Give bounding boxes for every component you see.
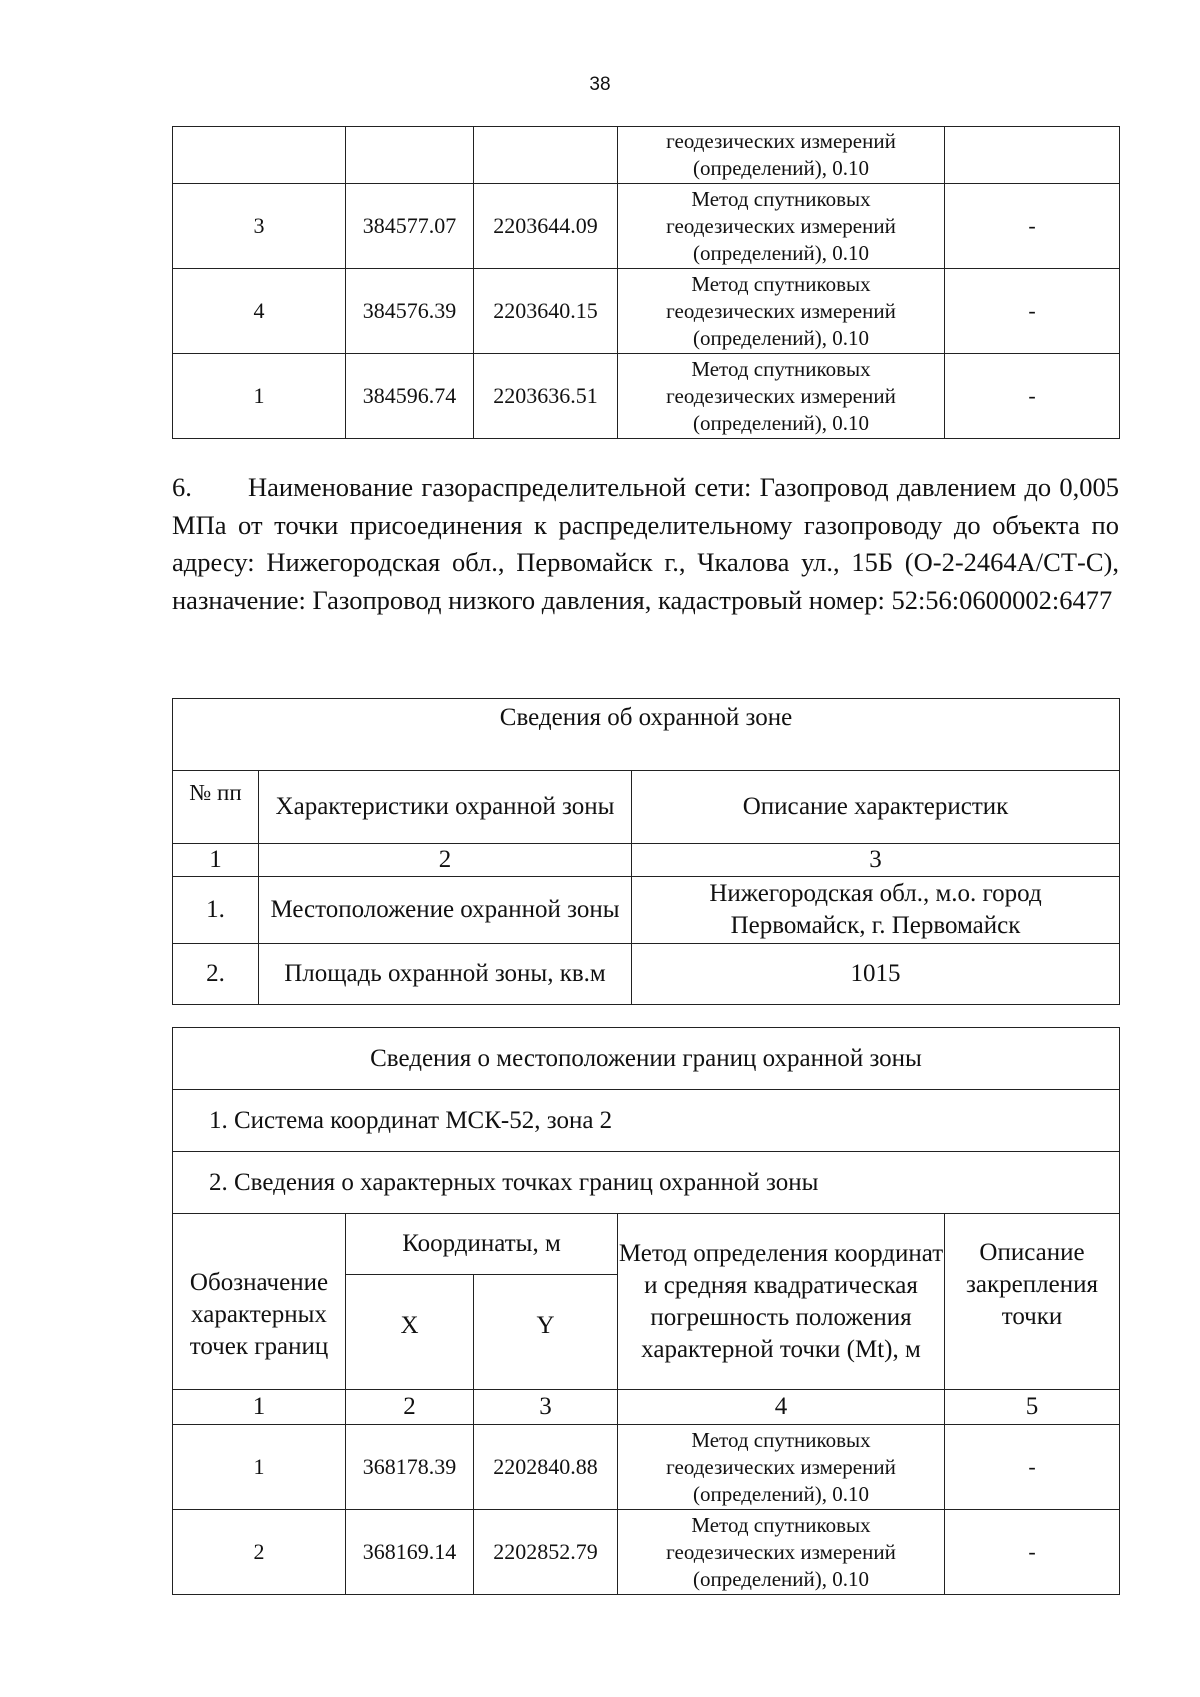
zone-info-table xyxy=(172,698,1120,1005)
table-row xyxy=(173,184,1120,269)
fixing-description: - xyxy=(945,1510,1120,1595)
coord-y: 2203636.51 xyxy=(474,354,618,439)
header-method: Метод определения координат и средняя квадратическая погрешность положения характерной точки (Mt), м xyxy=(618,1214,945,1390)
col-number: 3 xyxy=(474,1390,618,1425)
section-text: Наименование газораспределительной сети: Газопровод давлением до 0,005 МПа от точки присоединения к распределительному газопроводу до объекта по адресу: Нижегородская обл., Первомайск г., Чкалова ул., 15Б (О-2-2464А/СТ-С), назначение: Газопровод низкого давления, кадастровый номер: 52:56:0600002:6477 xyxy=(172,472,1119,615)
header-fixing: Описание закрепления точки xyxy=(945,1214,1120,1390)
table-row xyxy=(173,269,1120,354)
table-row xyxy=(173,944,1120,1005)
row-number: 1. xyxy=(173,877,259,944)
coordinates-table-continued xyxy=(172,126,1120,439)
col-number: 2 xyxy=(346,1390,474,1425)
table-row xyxy=(173,127,1120,184)
header-description: Описание характеристик xyxy=(632,771,1120,844)
coord-x: 384596.74 xyxy=(346,354,474,439)
col-number: 5 xyxy=(945,1390,1120,1425)
table-row xyxy=(173,1090,1120,1152)
row-description: Нижегородская обл., м.о. город Первомайск, г. Первомайск xyxy=(632,877,1120,944)
fixing-description: - xyxy=(945,354,1120,439)
method-cell: Метод спутниковых геодезических измерений (определений), 0.10 xyxy=(618,354,945,439)
col-number: 1 xyxy=(173,1390,346,1425)
fixing-description: - xyxy=(945,184,1120,269)
row-characteristic: Местоположение охранной зоны xyxy=(259,877,632,944)
fixing-description: - xyxy=(945,269,1120,354)
coord-x: 368169.14 xyxy=(346,1510,474,1595)
method-cell: Метод спутниковых геодезических измерений (определений), 0.10 xyxy=(618,269,945,354)
point-number: 1 xyxy=(173,354,346,439)
method-cell: Метод спутниковых геодезических измерений (определений), 0.10 xyxy=(618,1425,945,1510)
col-number: 2 xyxy=(259,844,632,877)
point-number: 3 xyxy=(173,184,346,269)
coord-x: 368178.39 xyxy=(346,1425,474,1510)
section-paragraph xyxy=(172,469,1119,619)
header-number: № пп xyxy=(173,771,259,844)
zone-info-title: Сведения об охранной зоне xyxy=(173,699,1120,771)
point-number: 4 xyxy=(173,269,346,354)
header-characteristic: Характеристики охранной зоны xyxy=(259,771,632,844)
col-number: 4 xyxy=(618,1390,945,1425)
table-row xyxy=(173,1510,1120,1595)
coord-x: 384576.39 xyxy=(346,269,474,354)
table-row xyxy=(173,877,1120,944)
table-row xyxy=(173,1425,1120,1510)
method-cell: Метод спутниковых геодезических измерений (определений), 0.10 xyxy=(618,1510,945,1595)
section-number: 6. xyxy=(172,472,192,502)
table-row xyxy=(173,1214,1120,1275)
boundaries-table xyxy=(172,1027,1120,1595)
header-coordinates: Координаты, м xyxy=(346,1214,618,1275)
points-title: 2. Сведения о характерных точках границ охранной зоны xyxy=(173,1152,1120,1214)
table-row xyxy=(173,1390,1120,1425)
boundaries-title: Сведения о местоположении границ охранной зоны xyxy=(173,1028,1120,1090)
table-row xyxy=(173,771,1120,844)
row-description: 1015 xyxy=(632,944,1120,1005)
table-row xyxy=(173,1028,1120,1090)
fixing-description: - xyxy=(945,1425,1120,1510)
page-number: 38 xyxy=(589,74,611,95)
col-number: 3 xyxy=(632,844,1120,877)
header-x: X xyxy=(346,1275,474,1390)
row-number: 2. xyxy=(173,944,259,1005)
table-row xyxy=(173,699,1120,771)
col-number: 1 xyxy=(173,844,259,877)
table-row xyxy=(173,844,1120,877)
row-characteristic: Площадь охранной зоны, кв.м xyxy=(259,944,632,1005)
coord-y: 2203644.09 xyxy=(474,184,618,269)
coord-x: 384577.07 xyxy=(346,184,474,269)
table-row xyxy=(173,1152,1120,1214)
header-y: Y xyxy=(474,1275,618,1390)
method-cell: Метод спутниковых геодезических измерений (определений), 0.10 xyxy=(618,184,945,269)
coord-y: 2203640.15 xyxy=(474,269,618,354)
coord-y: 2202840.88 xyxy=(474,1425,618,1510)
header-designation: Обозначение характерных точек границ xyxy=(173,1214,346,1390)
table-row xyxy=(173,354,1120,439)
point-number: 1 xyxy=(173,1425,346,1510)
coord-y: 2202852.79 xyxy=(474,1510,618,1595)
point-number: 2 xyxy=(173,1510,346,1595)
method-cell: геодезических измерений (определений), 0.10 xyxy=(618,127,945,184)
coordinate-system: 1. Система координат МСК-52, зона 2 xyxy=(173,1090,1120,1152)
